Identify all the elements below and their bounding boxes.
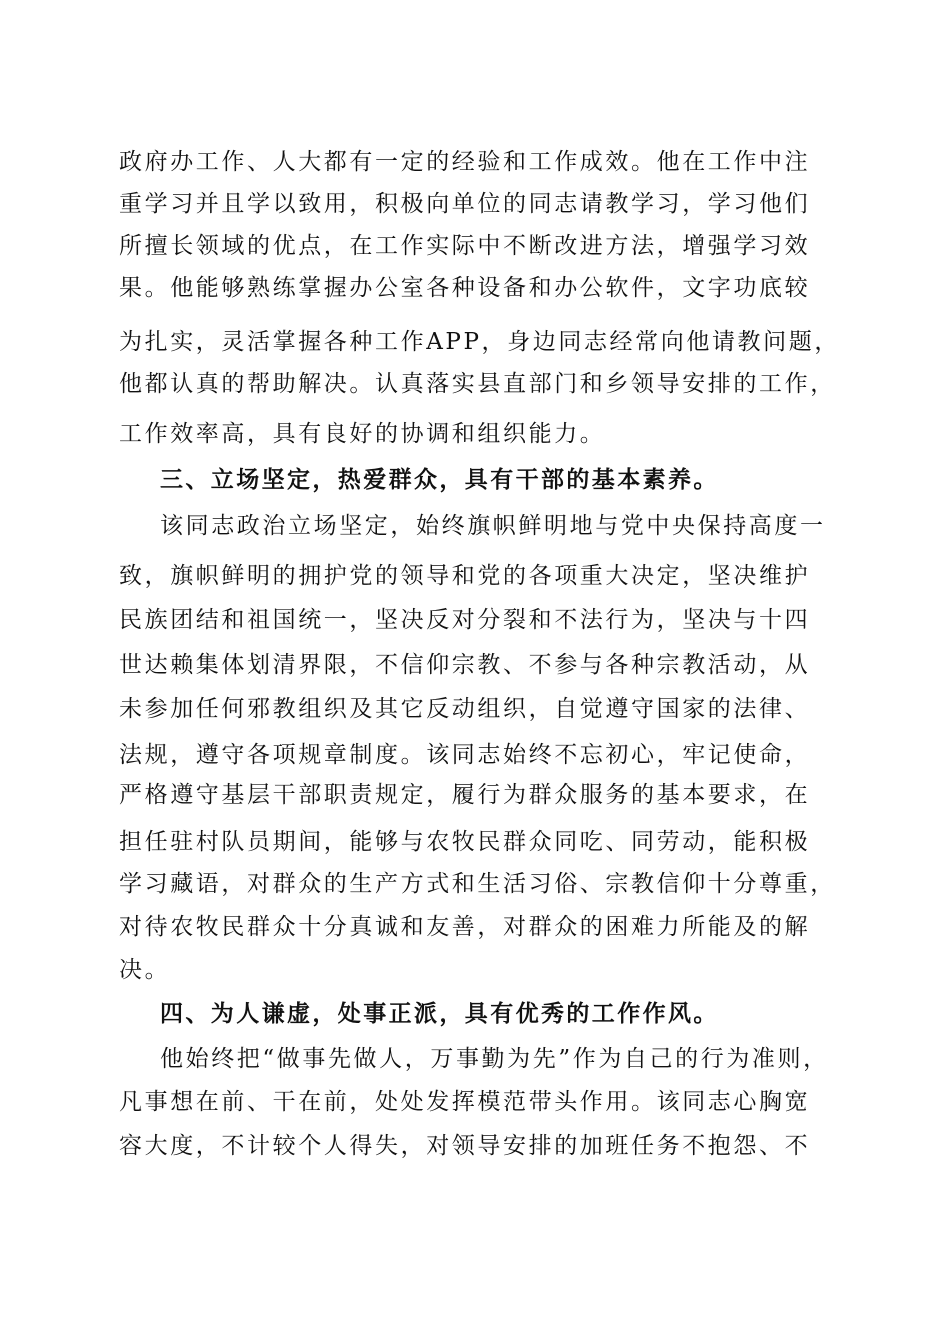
paragraph-line: 该同志政治立场坚定，始终旗帜鲜明地与党中央保持高度一 [160,513,826,539]
paragraph-line: 民族团结和祖国统一，坚决反对分裂和不法行为，坚决与十四 [119,607,811,633]
paragraph-line: 果。他能够熟练掌握办公室各种设备和办公软件，文字功底较 [119,275,811,301]
paragraph-line: 他始终把“做事先做人，万事勤为先”作为自己的行为准则， [160,1046,829,1072]
section-heading-four: 四、为人谦虚，处事正派，具有优秀的工作作风。 [160,1000,719,1027]
paragraph-line: 凡事想在前、干在前，处处发挥模范带头作用。该同志心胸宽 [119,1089,811,1115]
paragraph-line: 重学习并且学以致用，积极向单位的同志请教学习，学习他们 [119,191,811,217]
paragraph-line: 致，旗帜鲜明的拥护党的领导和党的各项重大决定，坚决维护 [119,563,811,589]
paragraph-line: 决。 [119,957,171,983]
paragraph-line: 严格遵守基层干部职责规定，履行为群众服务的基本要求，在 [119,782,811,808]
paragraph-line: 担任驻村队员期间，能够与农牧民群众同吃、同劳动，能积极 [119,829,811,855]
paragraph-line: 政府办工作、人大都有一定的经验和工作成效。他在工作中注 [119,149,811,175]
paragraph-line: 他都认真的帮助解决。认真落实县直部门和乡领导安排的工作， [119,371,836,397]
section-heading-three: 三、立场坚定，热爱群众，具有干部的基本素养。 [160,466,719,493]
paragraph-line: 世达赖集体划清界限，不信仰宗教、不参与各种宗教活动，从 [119,652,811,678]
paragraph-line: 容大度，不计较个人得失，对领导安排的加班任务不抱怨、不 [119,1133,811,1159]
paragraph-line: 所擅长领域的优点，在工作实际中不断改进方法，增强学习效 [119,233,811,259]
paragraph-line: 工作效率高，具有良好的协调和组织能力。 [119,421,606,447]
paragraph-line: 未参加任何邪教组织及其它反动组织，自觉遵守国家的法律、 [119,696,811,722]
paragraph-line: 对待农牧民群众十分真诚和友善，对群众的困难力所能及的解 [119,914,811,940]
paragraph-line: 法规，遵守各项规章制度。该同志始终不忘初心，牢记使命， [119,742,811,768]
paragraph-line: 为扎实，灵活掌握各种工作APP，身边同志经常向他请教问题， [119,329,840,355]
paragraph-line: 学习藏语，对群众的生产方式和生活习俗、宗教信仰十分尊重， [119,871,836,897]
